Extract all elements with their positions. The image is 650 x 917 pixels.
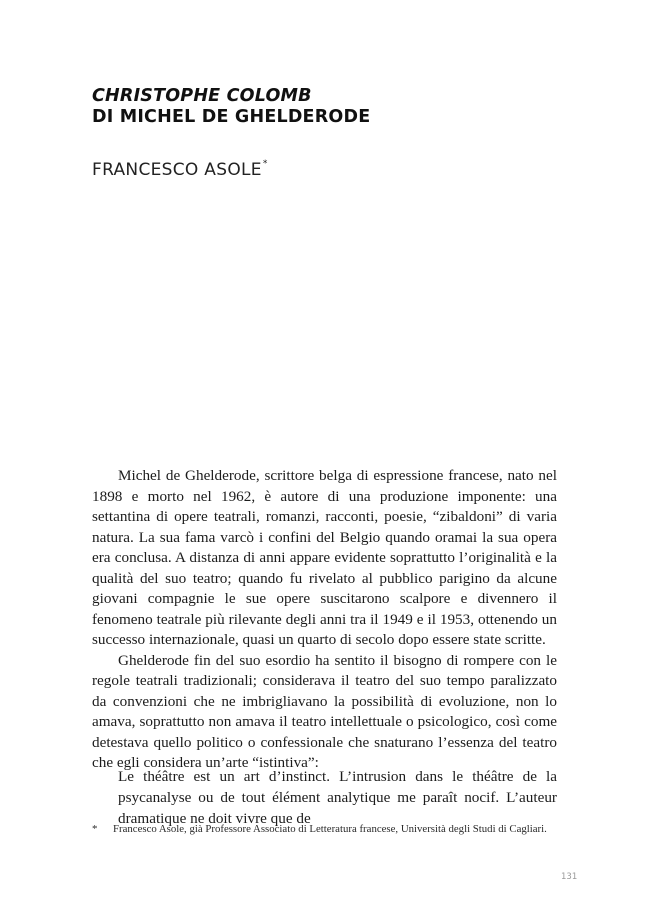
article-title-line-1: CHRISTOPHE COLOMB bbox=[92, 86, 312, 106]
article-title-line-2: DI MICHEL DE GHELDERODE bbox=[92, 107, 371, 127]
paragraph-2: Ghelderode fin del suo esordio ha sentito il bisogno di rompere con le regole teatrali tradizionali; considerava il teatro del suo tempo paralizzato da convenzioni che ne imbrigliavano la possibilità di evoluzione, non lo amava, soprattutto non amava il teatro intellettuale o psicologico, così come detestava quello politico o confessionale che snaturano l’essenza del teatro che egli considera un’arte “istintiva”: bbox=[92, 651, 557, 771]
author-name bbox=[92, 160, 268, 180]
block-quote: Le théâtre est un art d’instinct. L’intrusion dans le théâtre de la psycanalyse ou de tout élément analytique me paraît nocif. L’auteur dramatique ne doit vivre que de bbox=[118, 768, 557, 827]
footnote bbox=[92, 822, 557, 836]
author-footnote-mark: * bbox=[262, 159, 268, 170]
page-number: 131 bbox=[561, 872, 578, 882]
paragraph-1: Michel de Ghelderode, scrittore belga di espressione francese, nato nel 1898 e morto nel 1962, è autore di una produzione imponente: una settantina di opere teatrali, romanzi, racconti, poesie, “zibaldoni” di varia natura. La sua fama varcò i confini del Belgio quando oramai la sua opera era conclusa. A distanza di anni appare evidente soprattutto l’originalità e la qualità del suo teatro; quando fu rivelato al pubblico parigino da alcune giovani compagnie le sue opere suscitarono scalpore e divennero il fenomeno teatrale più rilevante degli anni tra il 1949 e il 1953, ottenendo un successo internazionale, quasi un quarto di secolo dopo essere state scritte. bbox=[92, 467, 557, 648]
author-name-text: FRANCESCO ASOLE bbox=[92, 160, 262, 180]
article-title bbox=[92, 86, 370, 128]
footnote-text: Francesco Asole, già Professore Associato di Letteratura francese, Università degli Studi di Cagliari. bbox=[113, 823, 547, 835]
footnote-mark: * bbox=[92, 823, 98, 835]
body-text bbox=[92, 466, 557, 774]
